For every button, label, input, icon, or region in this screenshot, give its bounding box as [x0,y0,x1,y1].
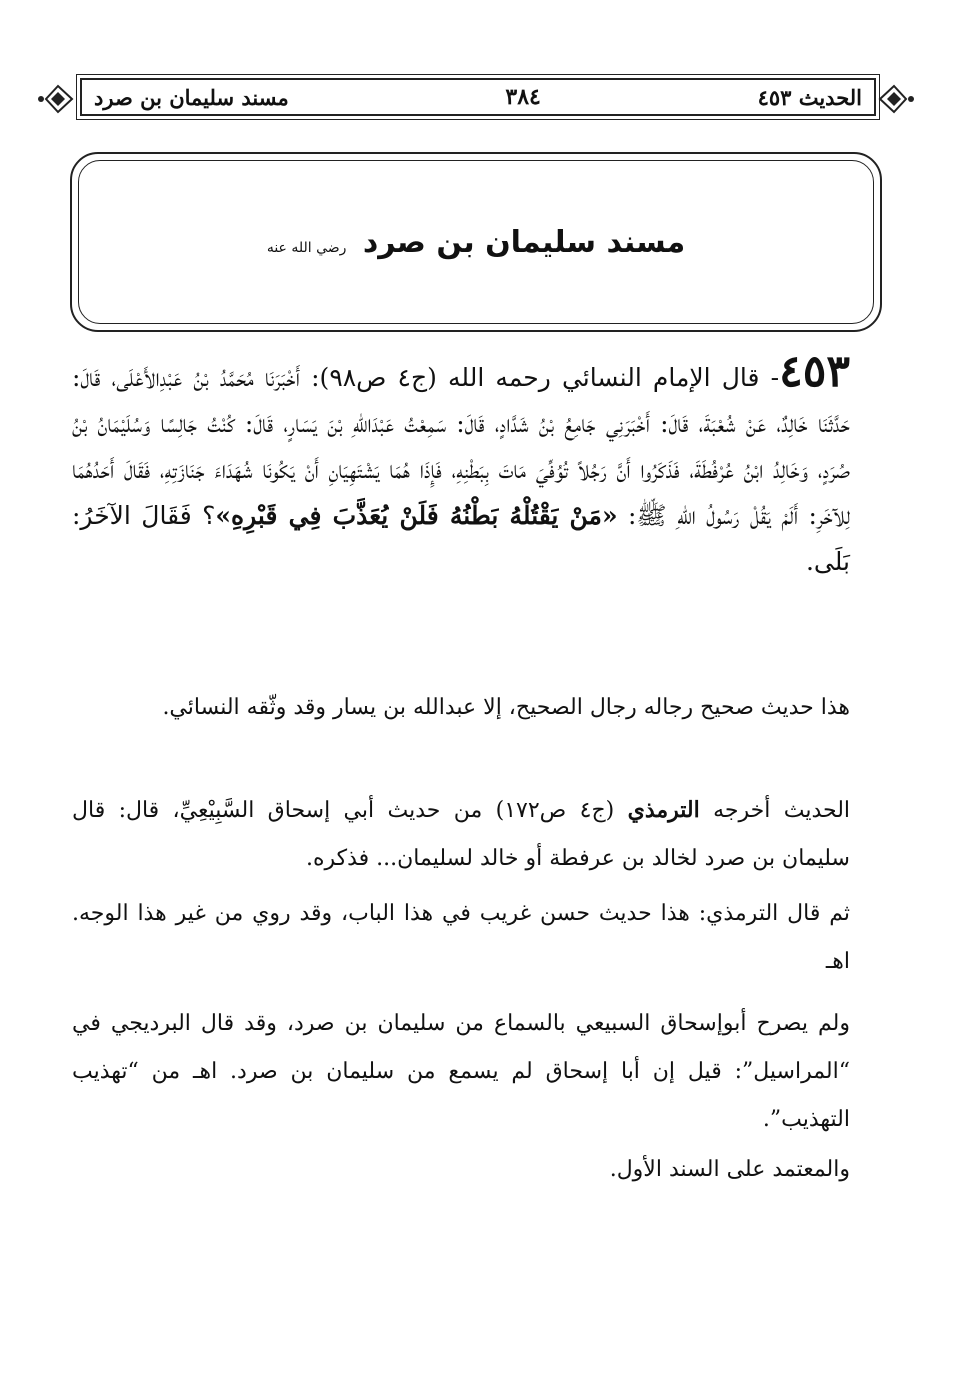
hadith-number: ٤٥٣ [779,346,850,397]
commentary-paragraph: هذا حديث صحيح رجاله رجال الصحيح، إلا عبدالله بن يسار وقد وثّقه النسائي. [162,695,850,720]
hadith-tail: ؟ فَقَالَ الآخَرُ: بَلَى. [72,501,850,576]
ornament-right-icon [878,74,916,124]
section-title-frame [70,152,882,332]
ornament-left-icon [36,74,74,124]
commentary-paragraph: ولم يصرح أبوإسحاق السبيعي بالسماع من سليمان بن صرد، وقد قال البرديجي في “المراسيل”: قيل إن أبا إسحاق لم يسمع من سليمان بن صرد. اهـ من “تهذيب التهذيب”. [72,1011,850,1132]
p2-part-c: (ج٤ ص١٧٢) من حديث أبي إسحاق السَّبِيْعِيِّ، قال: قال سليمان بن صرد لخالد بن عرفطة أو خالد لسليمان... فذكره. [72,798,850,871]
p2-part-a: الحديث أخرجه [699,798,851,823]
section-title [267,225,685,260]
page-number: ٣٨٤ [505,84,541,110]
commentary-paragraph: والمعتمد على السند الأول. [609,1157,850,1182]
header-section: مسند سليمان بن صرد [94,84,289,110]
hadith-text [72,346,850,585]
honorific-glyph: رضي الله عنه [266,239,347,256]
hadith-lead: - قال الإمام النسائي رحمه الله (ج٤ ص٩٨): [299,363,780,392]
running-header [80,78,876,116]
header-hadith-label: الحديث ٤٥٣ [757,84,862,110]
commentary-paragraph [72,786,850,883]
p2-part-b: الترمذي [627,797,700,823]
hadith-body: أَخْبَرَنَا مُحَمَّدُ بْنُ عَبْدِالأَعْلَى، قَالَ: حَدَّثَنَا خَالِدٌ، عَنْ شُعْبَةَ، قَالَ: أَخْبَرَنِي جَامِعُ بْنُ شَدَّادٍ، قَالَ: سَمِعْتُ عَبْدَاللهِ بْنَ يَسَارٍ، قَالَ: كُنْتُ جَالِسًا وَسُلَيْمَانُ بْنُ صُرَدٍ، وَخَالِدُ ابْنُ عُرْفُطَةَ، فَذَكَرُوا أَنَّ رَجُلاً تُوُفِّيَ مَاتَ بِبَطْنِهِ، فَإِذَا هُمَا يَشْتَهِيَانِ أَنْ يَكُونَا شُهَدَاءَ جَنَازَتِهِ، فَقَالَ أَحَدُهُمَا لِلآخَرِ: أَلَمْ يَقُلْ رَسُولُ اللهِ ﷺ: [72,363,850,530]
commentary-paragraph: ثم قال الترمذي: هذا حديث حسن غريب في هذا الباب، وقد روي من غير هذا الوجه. اهـ [72,901,850,974]
hadith-quote: «مَنْ يَقْتُلْهُ بَطْنُهُ فَلَنْ يُعَذَّبَ فِي قَبْرِهِ» [215,501,618,530]
section-title-text: مسند سليمان بن صرد [362,224,686,260]
